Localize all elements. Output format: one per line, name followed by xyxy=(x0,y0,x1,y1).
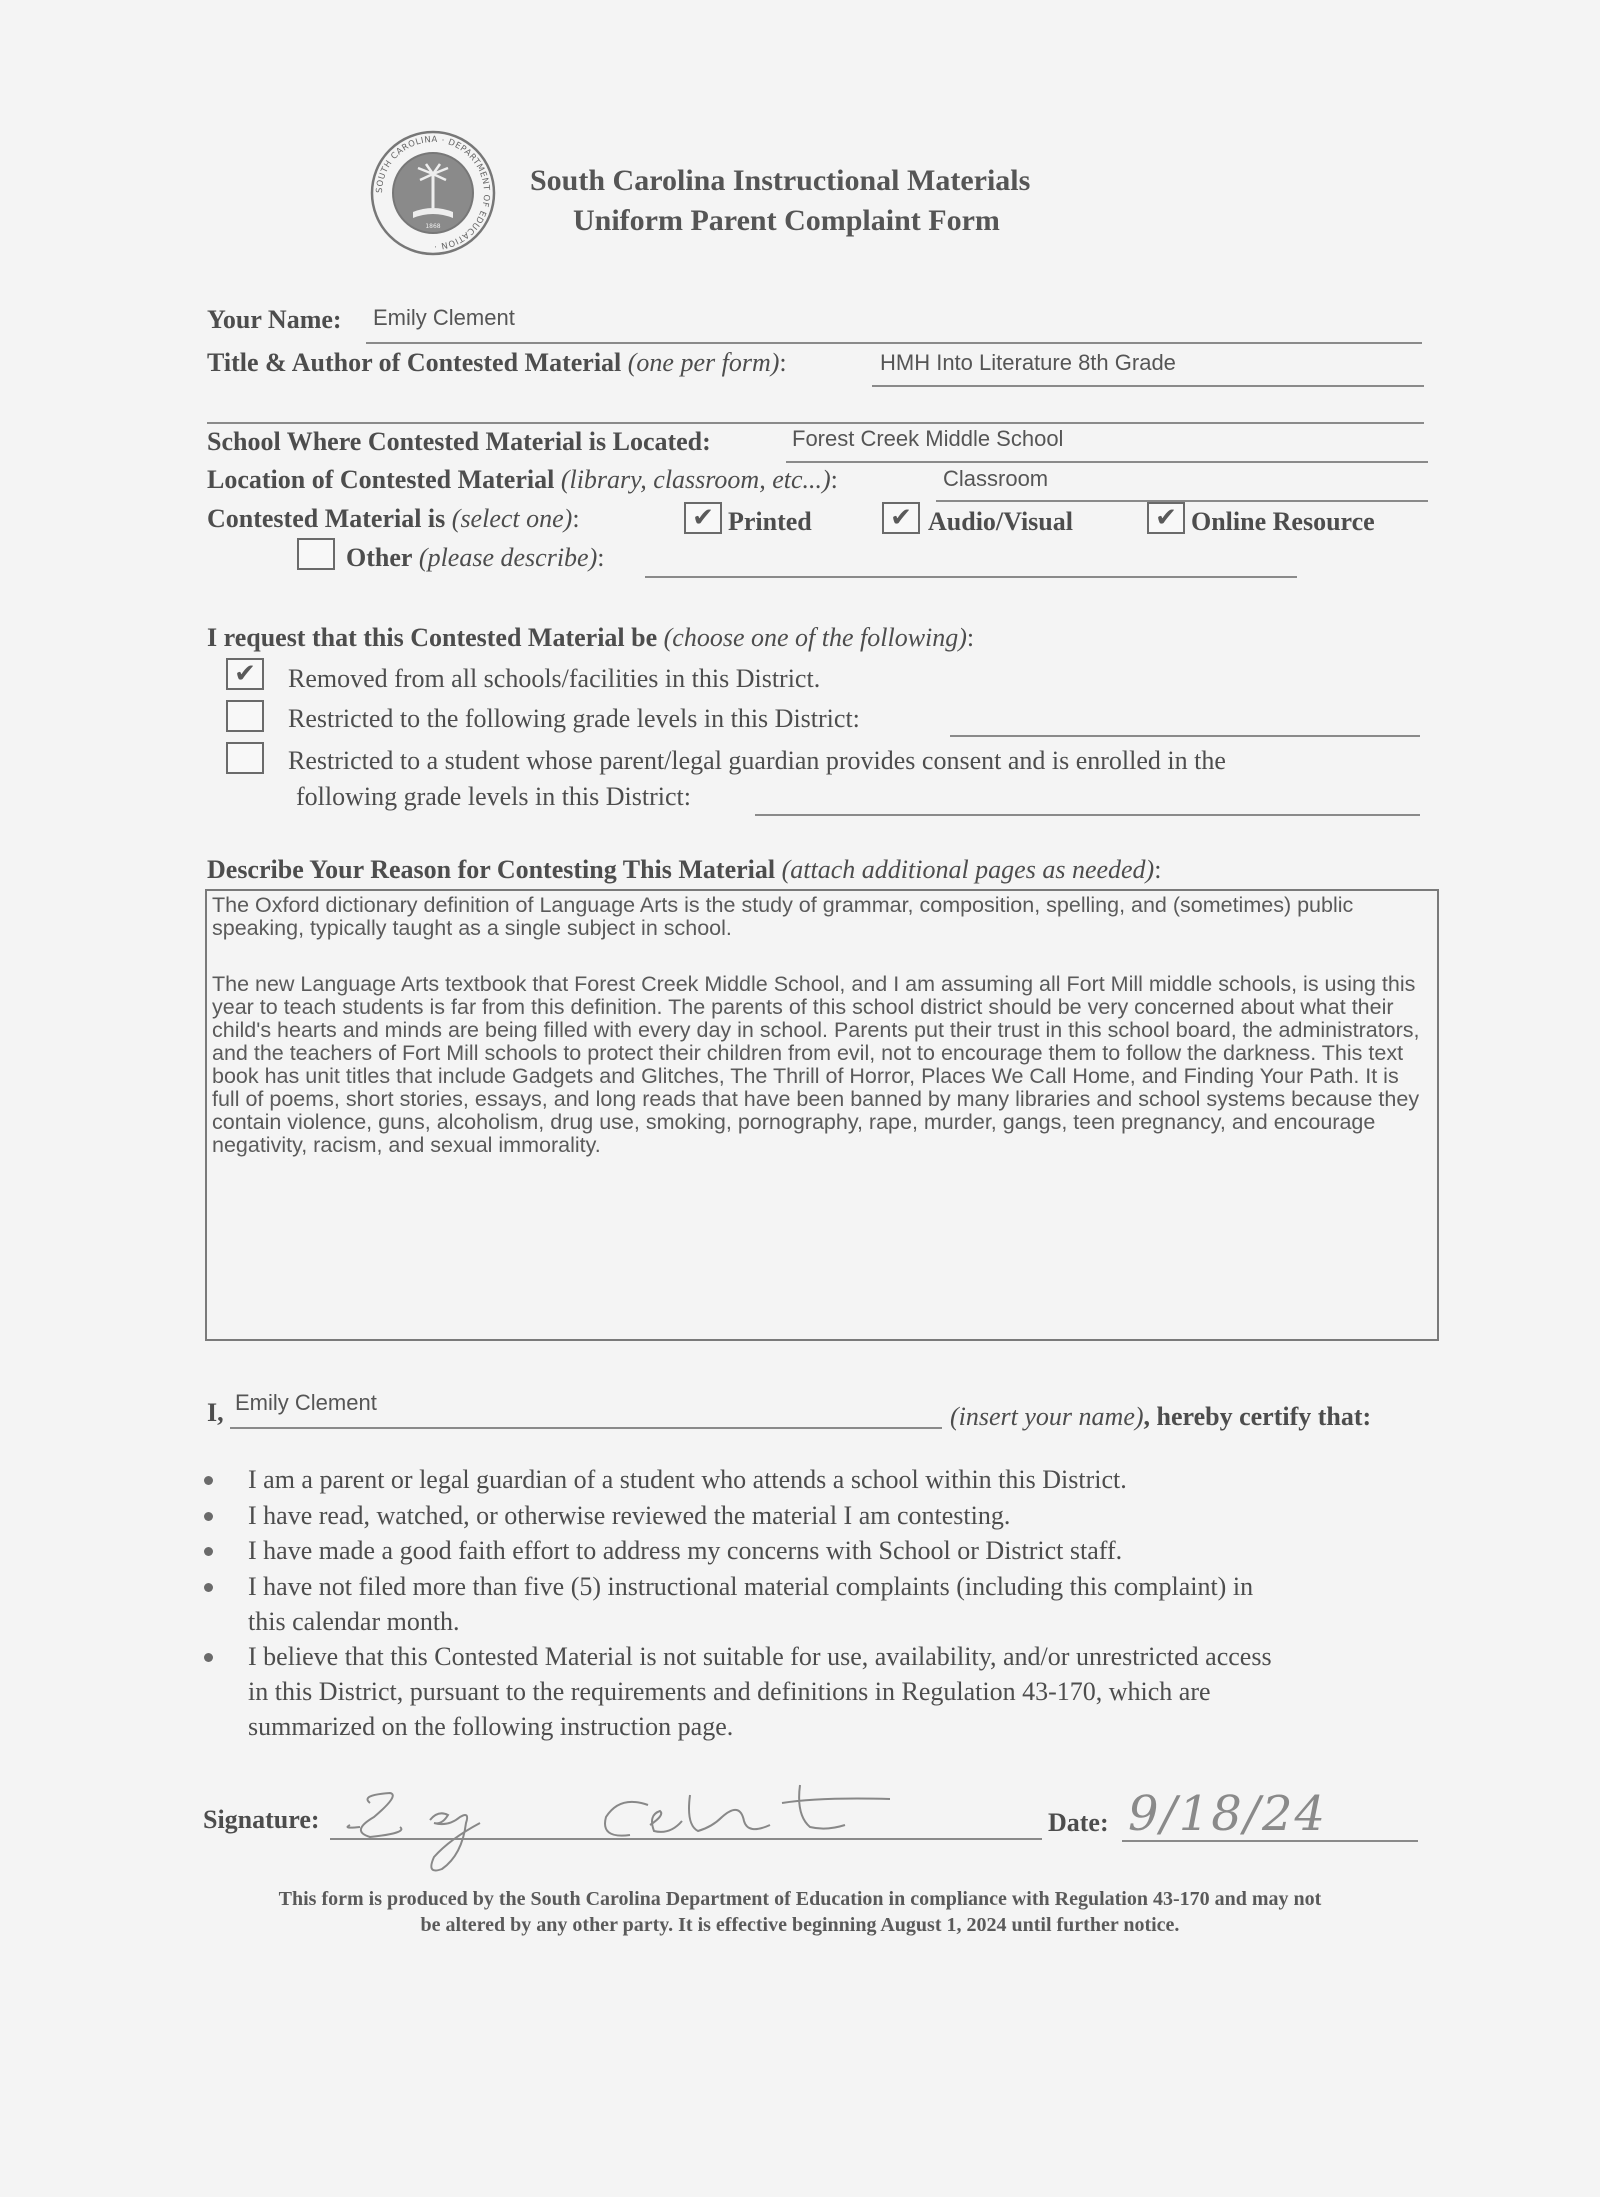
reason-textbox[interactable] xyxy=(205,889,1439,1341)
signature-label: Signature: xyxy=(203,1805,320,1834)
form-title-line2: Uniform Parent Complaint Form xyxy=(573,204,1000,237)
material-type-label: Contested Material is xyxy=(207,504,446,533)
printed-label: Printed xyxy=(728,507,812,536)
date-underline xyxy=(1122,1840,1418,1842)
other-row: Other (please describe): xyxy=(346,543,605,572)
certify-bullet-5-cont2: summarized on the following instruction page. xyxy=(248,1712,734,1741)
footer-line-2: be altered by any other party. It is effective beginning August 1, 2024 until further notice. xyxy=(420,1914,1180,1936)
other-checkbox[interactable] xyxy=(297,538,335,570)
online-resource-label: Online Resource xyxy=(1191,507,1375,536)
reason-heading-row: Describe Your Reason for Contesting This Material (attach additional pages as needed): xyxy=(207,855,1162,884)
other-hint: (please describe) xyxy=(418,543,598,572)
certify-suffix: , hereby certify that: xyxy=(1143,1402,1372,1431)
footer-line-1: This form is produced by the South Carolina Department of Education in compliance with Regulation 43-170 and may not xyxy=(278,1888,1322,1910)
school-value[interactable]: Forest Creek Middle School xyxy=(792,426,1064,451)
certify-bullet-1: I am a parent or legal guardian of a student who attends a school within this District. xyxy=(248,1465,1127,1494)
school-label: School Where Contested Material is Located: xyxy=(207,427,711,456)
location-row: Location of Contested Material (library, classroom, etc...): xyxy=(207,465,838,494)
name-value[interactable]: Emily Clement xyxy=(373,305,515,330)
restrict-consent-label: Restricted to a student whose parent/legal guardian provides consent and is enrolled in the xyxy=(288,746,1226,775)
online-resource-checkbox[interactable]: ✔ xyxy=(1147,502,1185,534)
title-author-value[interactable]: HMH Into Literature 8th Grade xyxy=(880,350,1176,375)
certify-name-value[interactable]: Emily Clement xyxy=(235,1390,377,1415)
certify-name-underline xyxy=(230,1427,942,1429)
certify-prefix: I, xyxy=(207,1398,224,1427)
name-underline xyxy=(366,342,1422,344)
svg-text:SOUTH CAROLINA · DEPARTMENT OF: SOUTH CAROLINA · DEPARTMENT OF EDUCATION · xyxy=(374,134,492,252)
other-label: Other xyxy=(346,543,413,572)
bullet-3-dot xyxy=(204,1547,213,1556)
school-underline xyxy=(786,461,1428,463)
name-label: Your Name: xyxy=(207,305,342,334)
other-underline xyxy=(645,576,1297,578)
certify-hint: (insert your name) xyxy=(950,1402,1144,1431)
reason-paragraph-2: The new Language Arts textbook that Forest Creek Middle School, and I am assuming all Fort Mill middle schools, is using this year to teach students is far from this definition. The parents of this school district should be very concerned about what their child's hearts and minds are being filled with every day in school. Parents put their trust in this school board, the administrators, and the teachers of Fort Mill schools to protect their children from evil, not to encourage them to follow the darkness. This text book has unit titles that include Gadgets and Glitches, The Thrill of Horror, Places We Call Home, and Finding Your Path. It is full of poems, short stories, essays, and long reads that have been banned by many libraries and school systems because they contain violence, guns, alcoholism, drug use, smoking, pornography, rape, murder, gangs, teen pregnancy, and encourage negativity, racism, and sexual immorality. xyxy=(212,972,1420,1157)
title-author-hint: (one per form) xyxy=(627,348,780,377)
restrict-consent-label-2: following grade levels in this District: xyxy=(296,782,691,811)
title-author-underline xyxy=(872,385,1424,387)
remove-all-checkbox[interactable]: ✔ xyxy=(226,658,264,690)
title-author-underline-2 xyxy=(207,422,1424,424)
request-hint: (choose one of the following) xyxy=(663,623,967,652)
audio-visual-checkbox[interactable]: ✔ xyxy=(882,502,920,534)
certify-bullet-4: I have not filed more than five (5) instructional material complaints (including this complaint) in xyxy=(248,1572,1254,1601)
signature-underline xyxy=(330,1838,1042,1840)
audio-visual-label: Audio/Visual xyxy=(928,507,1073,536)
request-heading: I request that this Contested Material be xyxy=(207,623,658,652)
material-type-row: Contested Material is (select one): xyxy=(207,504,580,533)
request-heading-row: I request that this Contested Material be (choose one of the following): xyxy=(207,623,975,652)
certify-bullet-5-cont1: in this District, pursuant to the requirements and definitions in Regulation 43-170, which are xyxy=(248,1677,1211,1706)
bullet-1-dot xyxy=(204,1476,213,1485)
certify-bullet-3: I have made a good faith effort to address my concerns with School or District staff. xyxy=(248,1536,1123,1565)
restrict-grades-label: Restricted to the following grade levels in this District: xyxy=(288,704,860,733)
restrict-grades-checkbox[interactable] xyxy=(226,700,264,732)
location-hint: (library, classroom, etc...) xyxy=(560,465,831,494)
location-label: Location of Contested Material xyxy=(207,465,555,494)
restrict-grades-underline xyxy=(950,735,1420,737)
restrict-consent-underline xyxy=(755,814,1420,816)
handwritten-signature-icon xyxy=(330,1765,910,1875)
bullet-5-dot xyxy=(204,1653,213,1662)
certify-bullet-2: I have read, watched, or otherwise reviewed the material I am contesting. xyxy=(248,1501,1011,1530)
certify-tail xyxy=(950,1402,1371,1432)
certify-bullet-5: I believe that this Contested Material is not suitable for use, availability, and/or unrestricted access xyxy=(248,1642,1272,1671)
bullet-4-dot xyxy=(204,1583,213,1592)
remove-all-label: Removed from all schools/facilities in this District. xyxy=(288,664,821,693)
reason-hint: (attach additional pages as needed) xyxy=(781,855,1155,884)
department-seal-icon xyxy=(368,128,498,258)
date-value[interactable]: 9/18/24 xyxy=(1128,1786,1328,1842)
printed-checkbox[interactable]: ✔ xyxy=(684,502,722,534)
certify-bullet-4-cont: this calendar month. xyxy=(248,1607,460,1636)
reason-heading: Describe Your Reason for Contesting This Material xyxy=(207,855,776,884)
bullet-2-dot xyxy=(204,1512,213,1521)
form-title-line1: South Carolina Instructional Materials xyxy=(530,164,1031,197)
restrict-consent-checkbox[interactable] xyxy=(226,742,264,774)
location-value[interactable]: Classroom xyxy=(943,466,1049,491)
title-author-row: Title & Author of Contested Material (one per form): xyxy=(207,348,787,377)
title-author-label: Title & Author of Contested Material xyxy=(207,348,622,377)
reason-paragraph-1: The Oxford dictionary definition of Language Arts is the study of grammar, composition, spelling, and (sometimes) public speaking, typically taught as a single subject in school. xyxy=(212,893,1354,940)
material-type-hint: (select one) xyxy=(451,504,573,533)
svg-text:1868: 1868 xyxy=(425,223,441,230)
date-label: Date: xyxy=(1048,1808,1109,1837)
